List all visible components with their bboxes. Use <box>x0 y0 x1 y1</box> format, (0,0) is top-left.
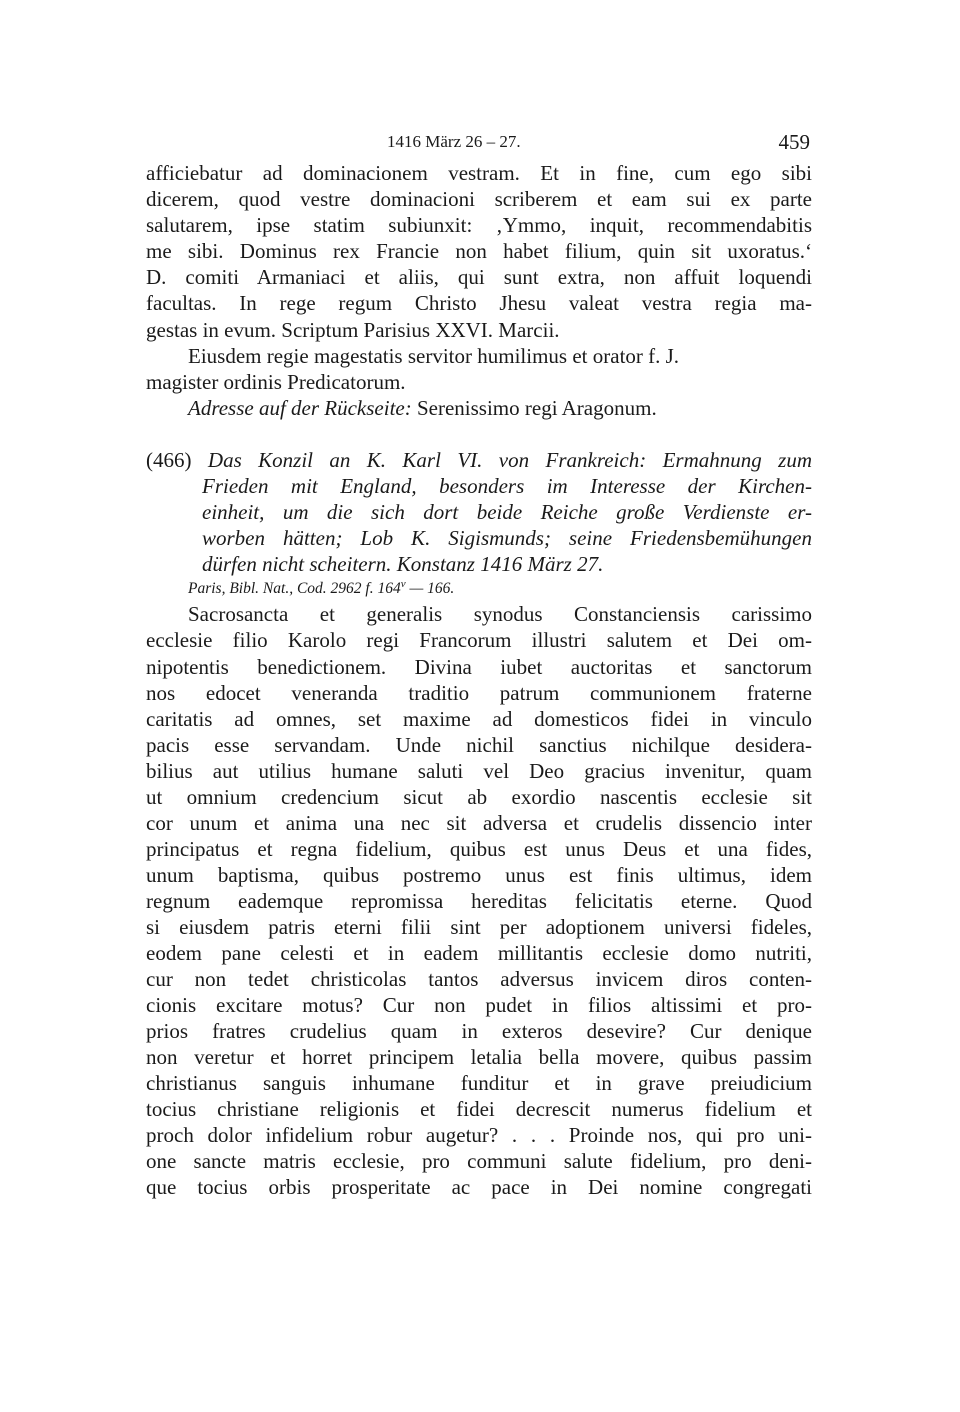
address-line <box>146 395 812 421</box>
text-line: christianus sanguis inhumane funditur et in grave preiudicium <box>146 1071 812 1096</box>
running-date: 1416 März 26 – 27. <box>387 132 521 151</box>
page-number: 459 <box>778 130 810 154</box>
document-page <box>146 132 812 1200</box>
signature-line: magister ordinis Predicatorum. <box>146 369 406 394</box>
address-text: Serenissimo regi Aragonum. <box>416 395 657 420</box>
signature-line: Eiusdem regie magestatis servitor humilimus et orator f. J. <box>188 343 680 368</box>
text-line: eodem pane celesti et in eadem millitantis ecclesie domo nutriti, <box>146 941 812 966</box>
text-line: D. comiti Armaniaci et aliis, qui sunt extra, non affuit loquendi <box>146 265 812 290</box>
source-citation: Paris, Bibl. Nat., Cod. 2962 f. 164$^v$ — 166. <box>188 578 455 598</box>
text-line: nipotentis benedictionem. Divina iubet auctoritas et sanctorum <box>146 654 812 679</box>
text-line: unum baptisma, quibus postremo unus est finis ultimus, idem <box>146 862 812 887</box>
section-gap <box>146 421 812 447</box>
text-line: afficiebatur ad dominacionem vestram. Et in fine, cum ego sibi <box>146 161 812 185</box>
text-line: cor unum et anima una nec sit adversa et crudelis dissencio inter <box>146 810 812 835</box>
document-466 <box>146 447 812 1201</box>
text-line: tocius christiane religionis et fidei decrescit numerus fidelium et <box>146 1097 812 1122</box>
text-line: ut omnium credencium sicut ab exordio nascentis ecclesie sit <box>146 784 812 809</box>
text-line: cionis excitare motus? Cur non pudet in filios altissimi et pro- <box>146 993 812 1018</box>
regest-line: Frieden mit England, besonders im Interesse der Kirchen- <box>202 474 812 499</box>
text-line: gestas in evum. Scriptum Parisius XXVI. Marcii. <box>146 317 560 342</box>
text-line: dicerem, quod vestre dominacioni scriberem et eam sui ex parte <box>146 187 812 212</box>
text-line: proch dolor infidelium robur augetur? . . . Proinde nos, qui pro uni- <box>146 1123 812 1148</box>
regest-line: einheit, um die sich dort beide Reiche große Verdienste er- <box>202 500 812 525</box>
text-line: non veretur et horret principem letalia bella movere, quibus passim <box>146 1045 812 1070</box>
regest-line: (466) Das Konzil an K. Karl VI. von Frankreich: Ermahnung zum <box>146 447 812 472</box>
text-line: regnum eademque repromissa hereditas felicitatis eterne. Quod <box>146 888 812 913</box>
text-line: ecclesie filio Karolo regi Francorum illustri salutem et Dei om- <box>146 628 812 653</box>
text-line: que tocius orbis prosperitate ac pace in Dei nomine congregati <box>146 1175 812 1200</box>
running-head <box>146 132 812 160</box>
text-line: nos edocet veneranda traditio patrum communionem fraterne <box>146 680 812 705</box>
text-line: bilius aut utilius humane saluti vel Deo gracius invenitur, quam <box>146 758 812 783</box>
address-label: Adresse auf der Rückseite: <box>188 395 412 420</box>
letter-text <box>146 601 812 1200</box>
text-line: si eiusdem patris eterni filii sint per adoptionem universi fideles, <box>146 914 812 939</box>
regest-line: dürfen nicht scheitern. Konstanz 1416 März 27. <box>202 552 604 577</box>
text-line: prios fratres crudelius quam in exteros desevire? Cur denique <box>146 1019 812 1044</box>
previous-letter-ending <box>146 160 812 421</box>
text-line: pacis esse servandam. Unde nichil sanctius nichilque desidera- <box>146 732 812 757</box>
text-line: cur non tedet christicolas tantos adversus invicem diros conten- <box>146 967 812 992</box>
text-line: Sacrosancta et generalis synodus Constanciensis carissimo <box>188 602 812 627</box>
text-line: principatus et regna fidelium, quibus est unus Deus et una fides, <box>146 836 812 861</box>
text-line: salutarem, ipse statim subiunxit: ‚Ymmo, inquit, recommendabitis <box>146 213 812 238</box>
text-line: one sancte matris ecclesie, pro communi salute fidelium, pro deni- <box>146 1149 812 1174</box>
text-line: me sibi. Dominus rex Francie non habet filium, quin sit uxoratus.‘ <box>146 239 812 264</box>
document-number: (466) <box>146 447 192 472</box>
regest-line: worben hätten; Lob K. Sigismunds; seine Friedensbemühungen <box>202 526 812 551</box>
regest <box>146 447 812 577</box>
text-line: caritatis ad omnes, set maxime ad domesticos fidei in vinculo <box>146 706 812 731</box>
text-line: facultas. In rege regum Christo Jhesu valeat vestra regia ma- <box>146 291 812 316</box>
